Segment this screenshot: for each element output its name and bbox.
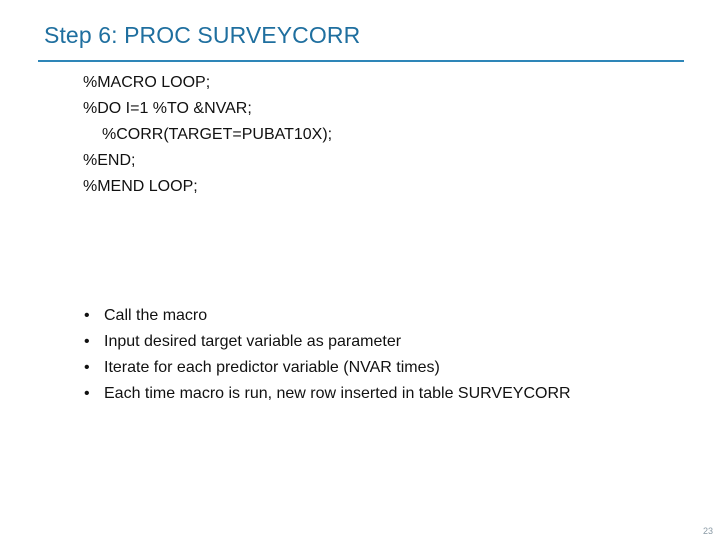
code-line: %END;: [83, 152, 136, 169]
bullet-item: [84, 329, 571, 355]
bullet-icon: •: [84, 385, 90, 402]
bullet-item: [84, 381, 571, 407]
title-divider: [38, 60, 684, 62]
bullet-item: [84, 355, 571, 381]
bullet-icon: •: [84, 307, 90, 324]
code-block: [83, 70, 332, 200]
code-line: %MEND LOOP;: [83, 178, 198, 195]
code-line: %DO I=1 %TO &NVAR;: [83, 100, 252, 117]
code-line: %MACRO LOOP;: [83, 74, 211, 91]
bullet-icon: •: [84, 359, 90, 376]
bullet-text: Call the macro: [104, 307, 208, 324]
code-line: %CORR(TARGET=PUBAT10X);: [102, 126, 333, 143]
bullet-text: Each time macro is run, new row inserted in table SURVEYCORR: [104, 385, 571, 402]
bullet-icon: •: [84, 333, 90, 350]
slide-title: Step 6: PROC SURVEYCORR: [44, 22, 361, 48]
page-number: 23: [702, 526, 713, 536]
bullet-list: [84, 303, 571, 407]
bullet-text: Iterate for each predictor variable (NVAR times): [104, 359, 440, 376]
bullet-text: Input desired target variable as parameter: [104, 333, 402, 350]
bullet-item: [84, 303, 571, 329]
